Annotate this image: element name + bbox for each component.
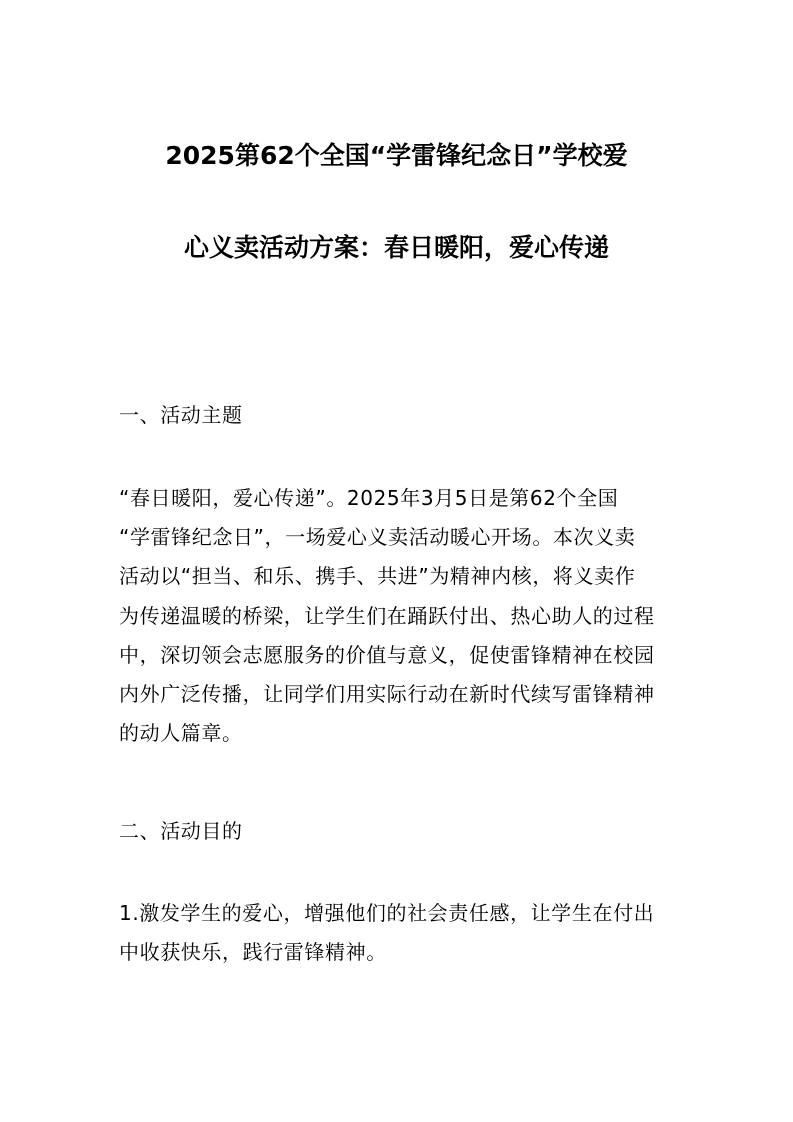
paragraph-line: 为传递温暖的桥梁，让学生们在踊跃付出、热心助人的过程	[119, 604, 655, 628]
paragraph-line: 活动以“担当、和乐、携手、共进”为精神内核，将义卖作	[119, 564, 636, 588]
paragraph-line: “春日暖阳，爱心传递”。2025年3月5日是第62个全国	[119, 486, 619, 510]
paragraph-line: 1.激发学生的爱心，增强他们的社会责任感，让学生在付出	[119, 901, 655, 925]
paragraph-line: 的动人篇章。	[119, 721, 243, 745]
paragraph-line: 中收获快乐，践行雷锋精神。	[119, 940, 387, 964]
document-title-line-2: 心义卖活动方案：春日暖阳，爱心传递	[183, 233, 609, 262]
paragraph-line: 中，深切领会志愿服务的价值与意义，促使雷锋精神在校园	[119, 643, 655, 667]
document-title-line-1: 2025第62个全国“学雷锋纪念日”学校爱	[165, 141, 628, 170]
section-heading-purpose: 二、活动目的	[119, 819, 243, 843]
paragraph-line: 内外广泛传播，让同学们用实际行动在新时代续写雷锋精神	[119, 682, 655, 706]
paragraph-line: “学雷锋纪念日”，一场爱心义卖活动暖心开场。本次义卖	[119, 525, 636, 549]
section-heading-theme: 一、活动主题	[119, 403, 243, 427]
